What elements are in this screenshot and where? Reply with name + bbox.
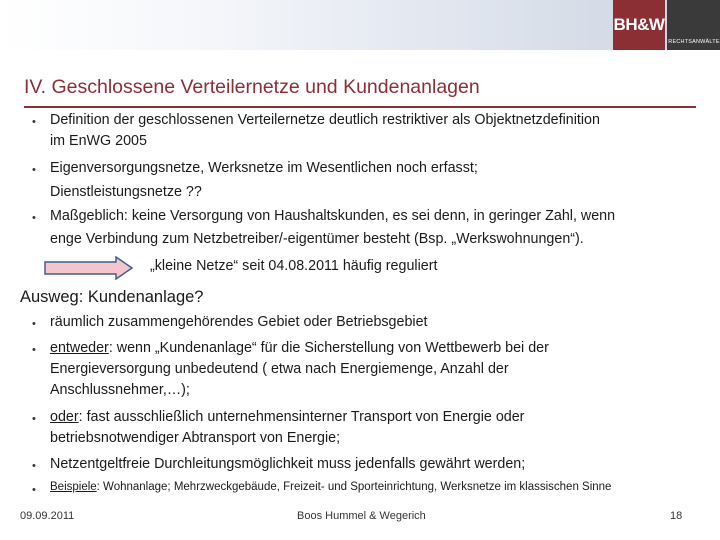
arrow-note: „kleine Netze“ seit 04.08.2011 häufig reguliert: [150, 258, 438, 274]
bullet-1-line-1: Definition der geschlossenen Verteilernetze deutlich restriktiver als Objektnetzdefinition: [50, 112, 600, 128]
bullet-marker: •: [32, 344, 36, 356]
bullet-5-line-2: Energieversorgung unbedeutend ( etwa nach Energiemenge, Anzahl der: [50, 361, 509, 377]
bullet-6-line-2: betriebsnotwendiger Abtransport von Energie;: [50, 430, 341, 446]
footer-date: 09.09.2011: [20, 510, 75, 522]
bullet-8-line-1: [50, 481, 611, 493]
title-rule: [24, 106, 696, 108]
bullet-6-line-1: [50, 409, 524, 425]
bullet-marker: •: [32, 116, 36, 128]
bullet-5-line-3: Anschlussnehmer,…);: [50, 382, 190, 398]
footer-page-number: 18: [670, 510, 683, 522]
bullet-4-line-1: räumlich zusammengehörendes Gebiet oder Betriebsgebiet: [50, 314, 428, 330]
bullet-marker: •: [32, 460, 36, 472]
bullet-1-line-2: im EnWG 2005: [50, 133, 147, 149]
section-heading: Ausweg: Kundenanlage?: [20, 288, 204, 306]
bullet-marker: •: [32, 318, 36, 330]
bullet-6-lead: oder: [50, 409, 79, 425]
bullet-6-text: : fast ausschließlich unternehmensinterner Transport von Energie oder: [78, 409, 525, 425]
bullet-2-line-2: Dienstleistungsnetze ??: [50, 184, 202, 200]
bullet-5-text: : wenn „Kundenanlage“ für die Sicherstellung von Wettbewerb bei der: [108, 340, 549, 356]
bullet-marker: •: [32, 484, 36, 496]
bullet-marker: •: [32, 212, 36, 224]
bullet-8-text: : Wohnanlage; Mehrzweckgebäude, Freizeit- und Sporteinrichtung, Werksnetze im klassischen Sinne: [96, 481, 612, 493]
slide-title: IV. Geschlossene Verteilernetze und Kundenanlagen: [24, 76, 480, 98]
bullet-8-lead: Beispiele: [50, 481, 97, 493]
bullet-marker: •: [32, 164, 36, 176]
right-arrow-icon: [44, 256, 134, 280]
footer-firm: Boos Hummel & Wegerich: [297, 510, 426, 522]
bullet-2-line-1: Eigenversorgungsnetze, Werksnetze im Wesentlichen noch erfasst;: [50, 160, 478, 176]
bullet-5-lead: entweder: [50, 340, 109, 356]
logo-text: BH&W: [613, 15, 665, 34]
bullet-3-line-2: enge Verbindung zum Netzbetreiber/-eigentümer besteht (Bsp. „Werkswohnungen“).: [50, 231, 584, 247]
bullet-7-line-1: Netzentgeltfreie Durchleitungsmöglichkeit muss jedenfalls gewährt werden;: [50, 456, 526, 472]
bullet-5-line-1: [50, 340, 549, 356]
header-band: [0, 0, 720, 50]
logo-subtext: RECHTSANWÄLTE: [668, 39, 720, 45]
firm-logo: [613, 0, 665, 50]
bullet-marker: •: [32, 413, 36, 425]
bullet-3-line-1: Maßgeblich: keine Versorgung von Haushaltskunden, es sei denn, in geringer Zahl, wenn: [50, 208, 616, 224]
